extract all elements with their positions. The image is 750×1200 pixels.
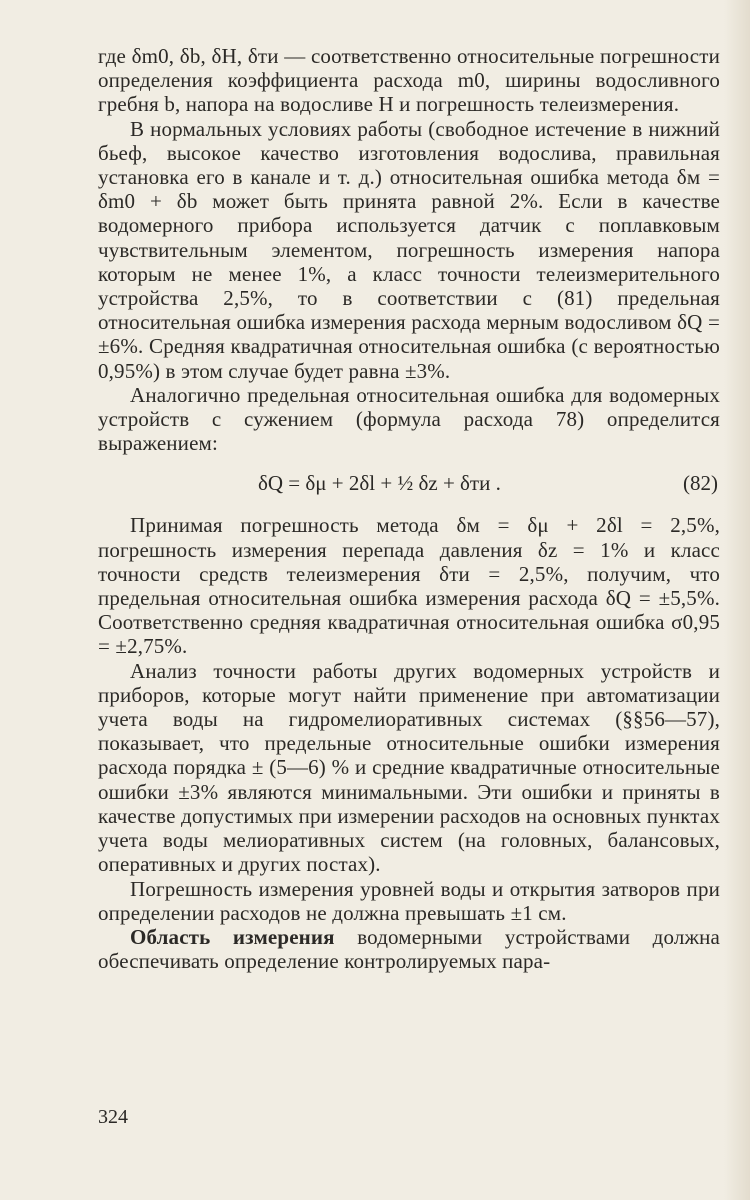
paragraph-accuracy-analysis: Анализ точности работы других водомерных устройств и приборов, которые могут найти применение при автоматизации учета воды на гидромелиоративных системах (§§56—57), показывает, что предельные относительные ошибки измерения расхода порядка ± (5—6) % и средние квадратичные относительные ошибки ±3% являются минимальными. Эти ошибки и приняты в качестве допустимых при измерении расходов на основных пунктах учета воды мелиоративных систем (на головных, балансовых, оперативных и других постах). — [98, 658, 720, 877]
paragraph-measurement-range — [98, 925, 720, 973]
paragraph-definitions: где δm0, δb, δH, δти — соответственно относительные погрешности определения коэффициента расхода m0, ширины водосливного гребня b, напора на водосливе H и погрешность телеизмерения. — [98, 44, 720, 117]
paragraph-method-error: Принимая погрешность метода δм = δμ + 2δl = 2,5%, погрешность измерения перепада давления δz = 1% и класс точности средств телеизмерения δти = 2,5%, получим, что предельная относительная ошибка измерения расхода δQ = ±5,5%. Соответственно средняя квадратичная относительная ошибка σ0,95 = ±2,75%. — [98, 513, 720, 659]
formula-82 — [98, 457, 720, 509]
page-number: 324 — [98, 1106, 128, 1128]
page-edge-shadow — [724, 0, 750, 1200]
bold-lead-term: Область измерения — [130, 924, 335, 949]
paragraph-narrowing-devices: Аналогично предельная относительная ошибка для водомерных устройств с сужением (формула расхода 78) определится выражением: — [98, 382, 720, 456]
paragraph-measurement-range-text: водомерными устройствами должна обеспечивать определение контролируемых пара- — [98, 924, 721, 974]
paragraph-water-level-error: Погрешность измерения уровней воды и открытия затворов при определении расходов не должна превышать ±1 см. — [98, 876, 720, 925]
formula-expression: δQ = δμ + 2δl + ½ δz + δти . — [258, 470, 501, 495]
equation-number: (82) — [683, 470, 718, 495]
paragraph-normal-conditions: В нормальных условиях работы (свободное истечение в нижний бьеф, высокое качество изготовления водослива, правильная установка его в канале и т. д.) относительная ошибка метода δм = δm0 + δb может быть принята равной 2%. Если в качестве водомерного прибора используется датчик с поплавковым чувствительным элементом, погрешность измерения напора которым не менее 1%, а класс точности телеизмерительного устройства 2,5%, то в соответствии с (81) предельная относительная ошибка измерения расхода мерным водосливом δQ = ±6%. Средняя квадратичная относительная ошибка (с вероятностью 0,95%) в этом случае будет равна ±3%. — [98, 116, 720, 383]
page-body — [98, 44, 720, 973]
